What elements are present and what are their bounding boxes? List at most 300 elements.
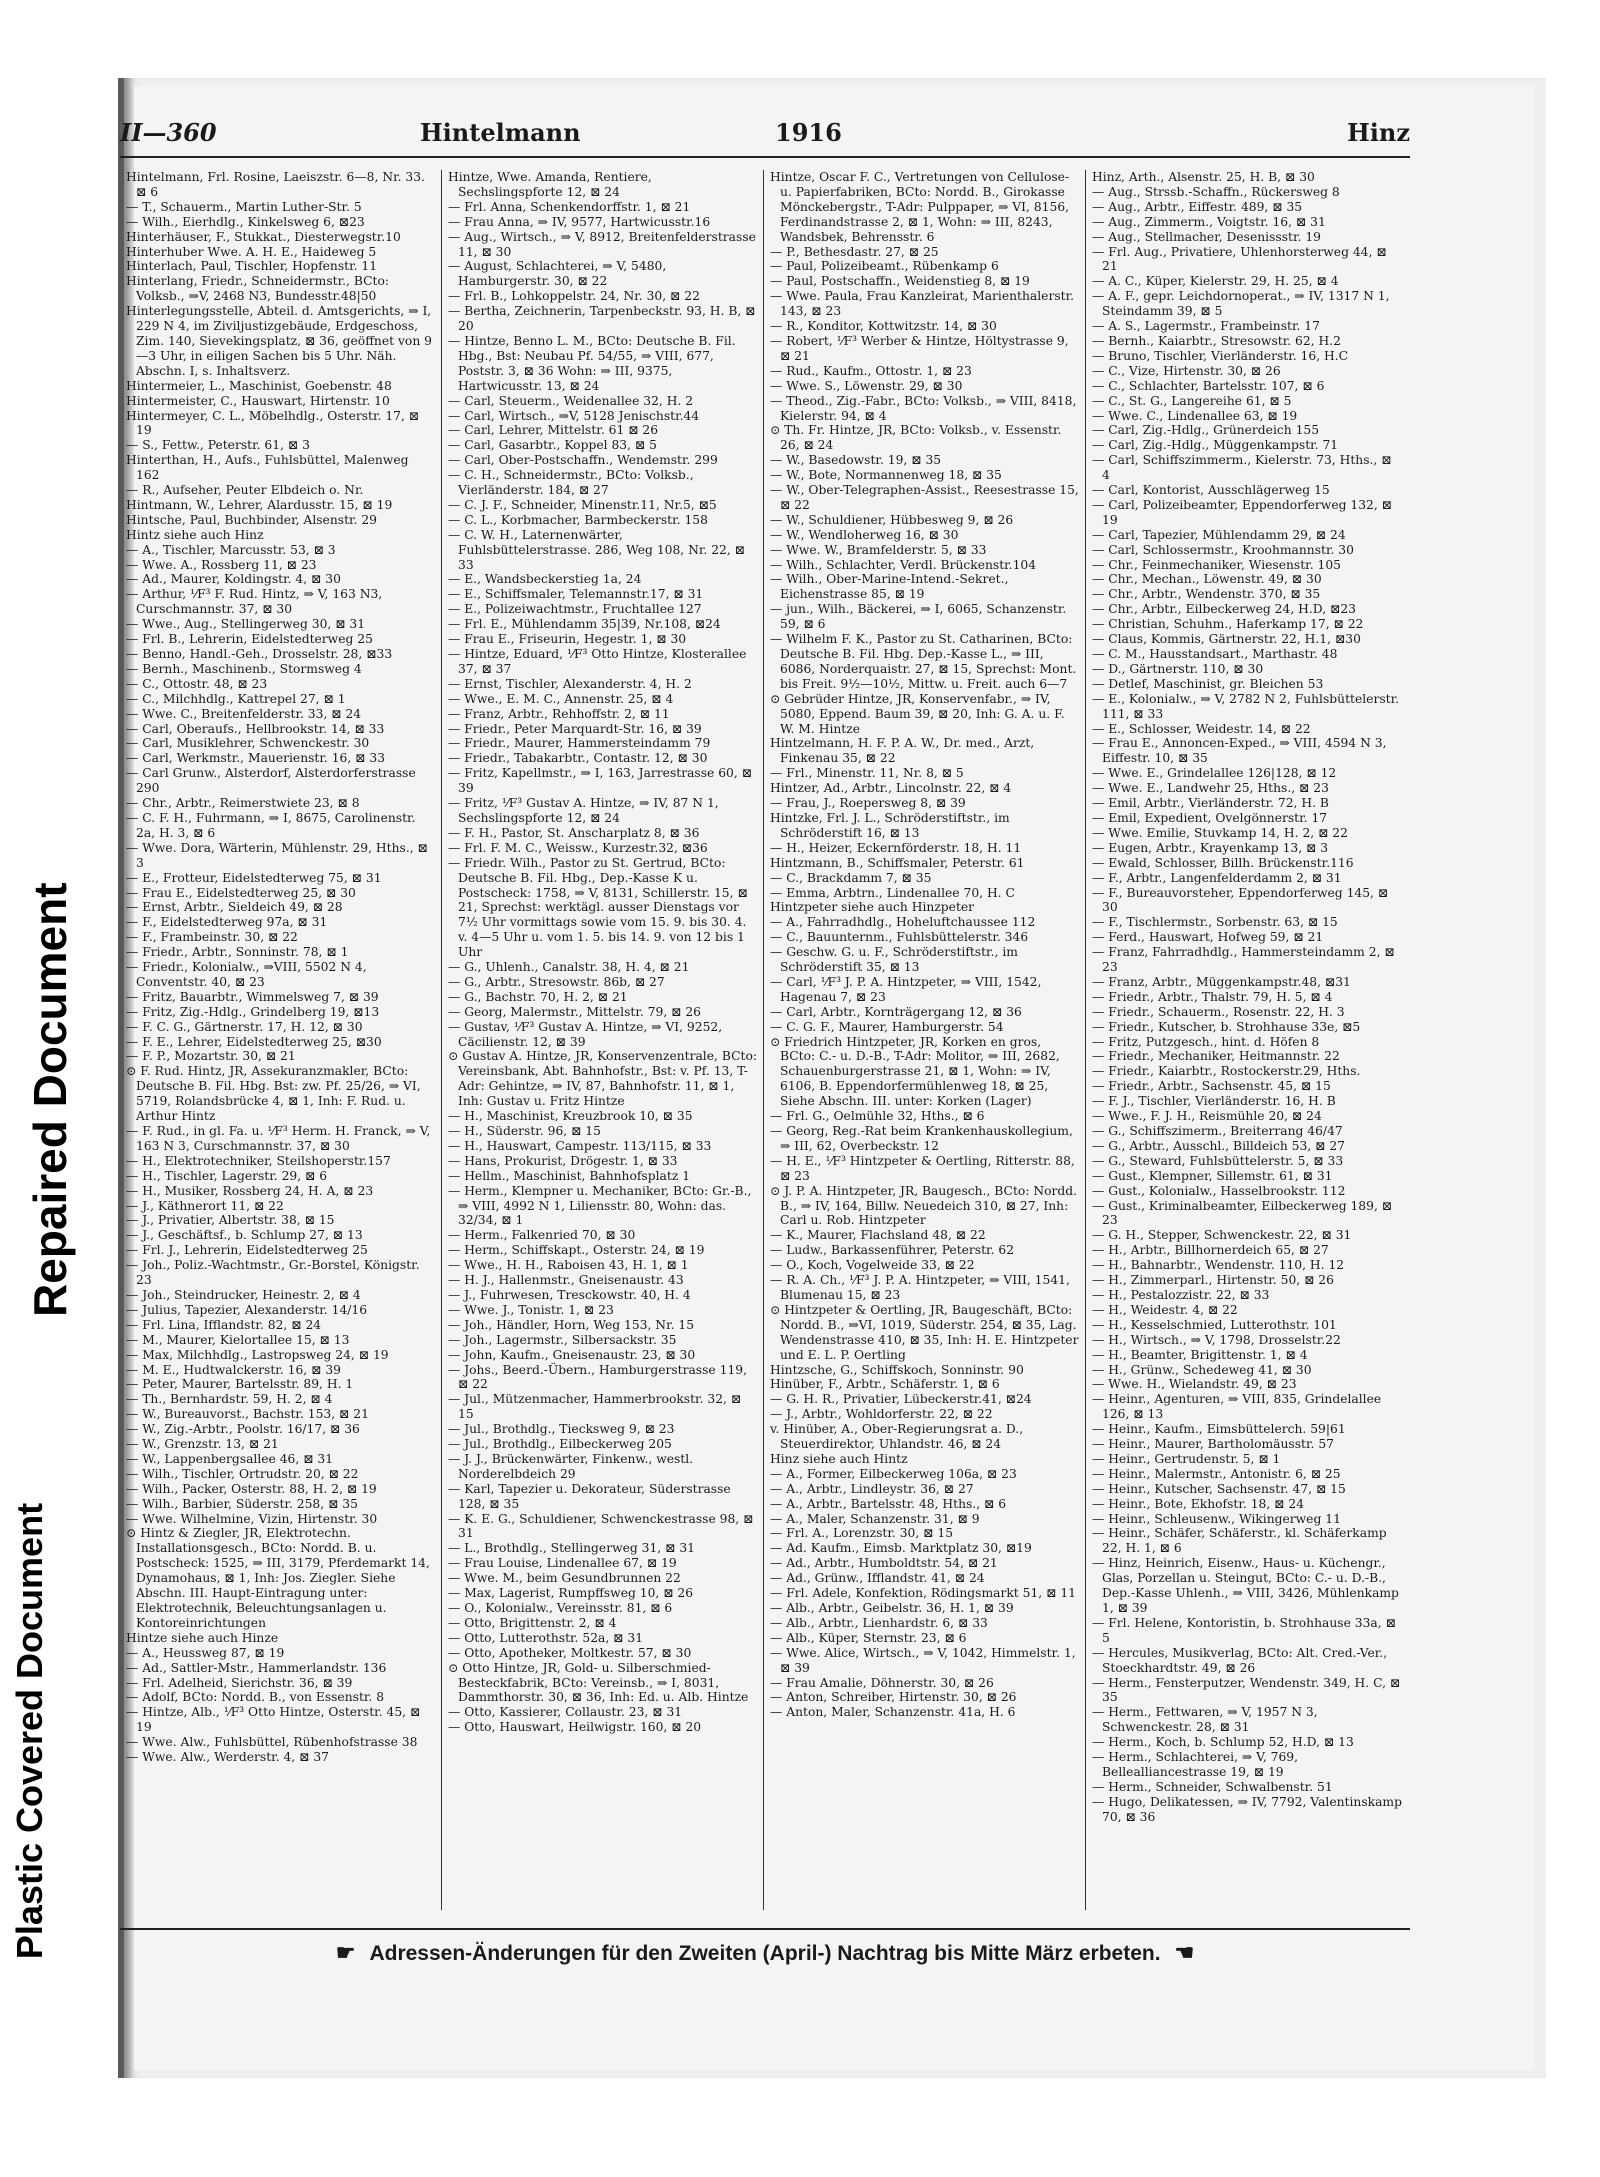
header-rule (120, 156, 1410, 158)
directory-entry: — Jul., Brothdlg., Tiecksweg 9, ⊠ 23 (448, 1422, 675, 1437)
directory-entry: — Theod., Zig.-Fabr., BCto: Volksb., ⇒ VIII, 8418, Kielerstr. 94, ⊠ 4 (770, 393, 1077, 423)
directory-entry: — Frl. Lina, Ifflandstr. 82, ⊠ 24 (126, 1317, 322, 1332)
directory-entry: — Wwe. Alw., Fuhlsbüttel, Rübenhofstrasse 38 (126, 1735, 418, 1750)
directory-entry: — R., Aufseher, Peuter Elbdeich o. Nr. (126, 483, 364, 498)
directory-entry: — Heinr., Schäfer, Schäferstr., kl. Schäferkamp 22, H. 1, ⊠ 6 (1092, 1526, 1387, 1556)
directory-entry: — C. H., Schneidermstr., BCto: Volksb., Vierländerstr. 184, ⊠ 27 (448, 468, 694, 498)
directory-entry: — A., Former, Eilbeckerweg 106a, ⊠ 23 (770, 1466, 1017, 1481)
directory-entry: — A. S., Lagermstr., Frambeinstr. 17 (1092, 319, 1320, 334)
directory-entry: — H., Heizer, Eckernförderstr. 18, H. 11 (770, 840, 1022, 855)
directory-entry: — D., Gärtnerstr. 110, ⊠ 30 (1092, 661, 1264, 676)
directory-entry: — Johs., Beerd.-Übern., Hamburgerstrasse 119, ⊠ 22 (448, 1362, 747, 1392)
directory-entry: — Fritz, Zig.-Hdlg., Grindelberg 19, ⊠13 (126, 1004, 380, 1019)
directory-entry: — Aug., Arbtr., Eiffestr. 489, ⊠ 35 (1092, 199, 1303, 214)
directory-entry: — Friedr., Kolonialw., ⇒VIII, 5502 N 4, Conventstr. 40, ⊠ 23 (126, 960, 367, 989)
directory-entry: — F. Rud., in gl. Fa. u. ⅟F³ Herm. H. Franck, ⇒ V, 163 N 3, Curschmannstr. 37, ⊠ 30 (126, 1124, 431, 1153)
directory-entry: — Frau, J., Roepersweg 8, ⊠ 39 (770, 796, 966, 811)
directory-entry: — Carl, Zig.-Hdlg., Müggenkampstr. 71 (1092, 438, 1339, 453)
directory-entry: — Wwe., Aug., Stellingerweg 30, ⊠ 31 (126, 617, 366, 632)
directory-entry: — Friedr., Peter Marquardt-Str. 16, ⊠ 39 (448, 721, 702, 736)
directory-entry: — H. J., Hallenmstr., Gneisenaustr. 43 (448, 1273, 684, 1288)
directory-entry: — C., Bauunternm., Fuhlsbüttelerstr. 346 (770, 930, 1029, 945)
directory-entry: — Wilh., Eierhdlg., Kinkelsweg 6, ⊠23 (126, 214, 365, 229)
directory-entry: Hintzpeter siehe auch Hinzpeter (770, 900, 975, 915)
directory-entry: — Benno, Handl.-Geh., Drosselstr. 28, ⊠33 (126, 647, 393, 661)
directory-entry: — Arthur, ⅟F³ F. Rud. Hintz, ⇒ V, 163 N3, Curschmannstr. 37, ⊠ 30 (126, 587, 383, 617)
directory-entry: — Detlef, Maschinist, gr. Bleichen 53 (1092, 676, 1324, 691)
directory-entry: — Carl Grunw., Alsterdorf, Alsterdorferstrasse 290 (126, 766, 416, 796)
directory-entry: — Herm., Fensterputzer, Wendenstr. 349, H. C, ⊠ 35 (1092, 1675, 1401, 1705)
directory-entry: — F., Frambeinstr. 30, ⊠ 22 (126, 930, 298, 945)
directory-entry: — Ludw., Barkassenführer, Peterstr. 62 (770, 1243, 1015, 1258)
directory-entry: — H., Bahnarbtr., Wendenstr. 110, H. 12 (1092, 1258, 1345, 1273)
directory-entry: — Wwe. E., Landwehr 25, Hths., ⊠ 23 (1092, 781, 1329, 796)
directory-entry: — Herm., Falkenried 70, ⊠ 30 (448, 1228, 636, 1243)
directory-entry: — Friedr., Mechaniker, Heitmannstr. 22 (1092, 1049, 1340, 1064)
directory-entry: — Wwe. C., Lindenallee 63, ⊠ 19 (1092, 408, 1298, 423)
directory-entry: — Carl, Lehrer, Mittelstr. 61 ⊠ 26 (448, 423, 659, 438)
directory-entry: — Carl, Steuerm., Weidenallee 32, H. 2 (448, 393, 694, 408)
directory-entry: — Friedr., Kaiarbtr., Rostockerstr.29, Hths. (1092, 1064, 1361, 1079)
directory-entry: Hinterhuber Wwe. A. H. E., Haideweg 5 (126, 244, 377, 259)
directory-entry: — Th., Bernhardstr. 59, H. 2, ⊠ 4 (126, 1392, 333, 1407)
column-2 (442, 170, 764, 1910)
plastic-covered-document-label: Plastic Covered Document (9, 1502, 50, 1960)
directory-entry: — Friedr., Tabakarbtr., Contastr. 12, ⊠ 30 (448, 751, 708, 766)
running-head (120, 118, 1410, 158)
directory-entry: — Geschw. G. u. F., Schröderstiftstr., im Schröderstift 35, ⊠ 13 (770, 945, 1018, 975)
directory-entry: — W., Grenzstr. 13, ⊠ 21 (126, 1437, 279, 1452)
directory-entry: — Christian, Schuhm., Haferkamp 17, ⊠ 22 (1092, 617, 1364, 632)
directory-entry: — Heinr., Malermstr., Antonistr. 6, ⊠ 25 (1092, 1466, 1341, 1481)
directory-entry: ⊙ Otto Hintze, JR, Gold- u. Silberschmied-Besteckfabrik, BCto: Vereinsb., ⇒ I, 8031, Dammthorstr. 30, ⊠ 36, Inh: Ed. u. Alb. Hintze (448, 1660, 749, 1705)
directory-entry: — Ad. Kaufm., Eimsb. Marktplatz 30, ⊠19 (770, 1541, 1032, 1556)
directory-entry: — Peter, Maurer, Bartelsstr. 89, H. 1 (126, 1377, 354, 1392)
year: 1916 (775, 118, 842, 147)
directory-entry: — Joh., Poliz.-Wachtmstr., Gr.-Borstel, Königstr. 23 (126, 1258, 420, 1288)
directory-entry: — Hintze, Eduard, ⅟F³ Otto Hintze, Klosterallee 37, ⊠ 37 (448, 647, 747, 676)
directory-entry: — Carl, Polizeibeamter, Eppendorferweg 132, ⊠ 19 (1092, 497, 1392, 527)
directory-entry: — Chr., Feinmechaniker, Wiesenstr. 105 (1092, 557, 1341, 572)
directory-entry: — Wwe. Emilie, Stuvkamp 14, H. 2, ⊠ 22 (1092, 825, 1348, 840)
directory-entry: — W., Zig.-Arbtr., Poolstr. 16/17, ⊠ 36 (126, 1422, 360, 1437)
directory-entry: — C., Brackdamm 7, ⊠ 35 (770, 870, 932, 885)
directory-entry: — F. H., Pastor, St. Anscharplatz 8, ⊠ 36 (448, 825, 700, 840)
directory-entry: — Wwe. S., Löwenstr. 29, ⊠ 30 (770, 378, 963, 393)
directory-entry: — J. J., Brückenwärter, Finkenw., westl. Norderelbdeich 29 (448, 1451, 694, 1481)
directory-entry: — Herm., Fettwaren, ⇒ V, 1957 N 3, Schwenckestr. 28, ⊠ 31 (1092, 1705, 1318, 1735)
directory-entry: — E., Kolonialw., ⇒ V, 2782 N 2, Fuhlsbüttelerstr. 111, ⊠ 33 (1092, 691, 1400, 721)
directory-entry: — Fritz, Putzgesch., hint. d. Höfen 8 (1092, 1034, 1320, 1049)
directory-entry: — Ernst, Tischler, Alexanderstr. 4, H. 2 (448, 676, 692, 691)
directory-entry: — C. G. F., Maurer, Hamburgerstr. 54 (770, 1019, 1004, 1034)
directory-entry: Hinz, Arth., Alsenstr. 25, H. B, ⊠ 30 (1092, 170, 1315, 184)
column-4 (1086, 170, 1408, 1910)
directory-entry: — Frl. E., Mühlendamm 35|39, Nr.108, ⊠24 (448, 617, 721, 632)
side-labels (0, 0, 110, 2177)
directory-entry: — Wwe. A., Rossberg 11, ⊠ 23 (126, 557, 317, 572)
directory-entry: — Georg, Reg.-Rat beim Krankenhauskollegium, ⇒ III, 62, Overbeckstr. 12 (770, 1124, 1073, 1153)
directory-entry: — H., Arbtr., Billhornerdeich 65, ⊠ 27 (1092, 1243, 1329, 1258)
directory-entry: — Wwe. E., Grindelallee 126|128, ⊠ 12 (1092, 766, 1337, 781)
directory-entry: — G., Bachstr. 70, H. 2, ⊠ 21 (448, 989, 628, 1004)
directory-entry: ⊙ F. Rud. Hintz, JR, Assekuranzmakler, BCto: Deutsche B. Fil. Hbg. Bst: zw. Pf. 25/26, ⇒ VI, 5719, Rolandsbrücke 4, ⊠ 1, Inh: F. Rud. u. Arthur Hintz (126, 1064, 421, 1124)
directory-entry: — Friedr., Maurer, Hammersteindamm 79 (448, 736, 711, 751)
directory-entry: — August, Schlachterei, ⇒ V, 5480, Hamburgerstr. 30, ⊠ 22 (448, 259, 667, 289)
directory-entry: — Friedr., Arbtr., Sachsenstr. 45, ⊠ 15 (1092, 1079, 1331, 1094)
directory-entry: — Franz, Arbtr., Müggenkampstr.48, ⊠31 (1092, 974, 1351, 989)
directory-entry: Hintze, Wwe. Amanda, Rentiere, Sechslingspforte 12, ⊠ 24 (448, 170, 652, 199)
directory-entry: — Frl. G., Oelmühle 32, Hths., ⊠ 6 (770, 1109, 985, 1124)
directory-entry: — Joh., Steindrucker, Heinestr. 2, ⊠ 4 (126, 1287, 361, 1302)
directory-entry: — Carl, Schiffszimmerm., Kielerstr. 73, Hths., ⊠ 4 (1092, 453, 1392, 483)
directory-entry: — H., Maschinist, Kreuzbrook 10, ⊠ 35 (448, 1109, 693, 1124)
directory-entry: Hinterlang, Friedr., Schneidermstr., BCto: Volksb., ⇒V, 2468 N3, Bundesstr.48|50 (126, 274, 390, 304)
directory-entry: Hintelmann, Frl. Rosine, Laeiszstr. 6—8, Nr. 33. ⊠ 6 (126, 170, 425, 199)
footer-rule (120, 1928, 1410, 1930)
directory-entry: — Herm., Schiffskapt., Osterstr. 24, ⊠ 19 (448, 1243, 705, 1258)
directory-entry: — Adolf, BCto: Nordd. B., von Essenstr. 8 (126, 1690, 385, 1705)
directory-entry: — Chr., Arbtr., Wendenstr. 370, ⊠ 35 (1092, 587, 1321, 602)
directory-entry: — Frau Amalie, Döhnerstr. 30, ⊠ 26 (770, 1675, 994, 1690)
directory-entry: — Friedr., Schauerm., Rosenstr. 22, H. 3 (1092, 1004, 1345, 1019)
last-entry-heading: Hinz (1347, 118, 1410, 147)
directory-entry: — Julius, Tapezier, Alexanderstr. 14/16 (126, 1302, 368, 1317)
directory-entry: — A., Tischler, Marcusstr. 53, ⊠ 3 (126, 542, 336, 557)
directory-entry: — Chr., Mechan., Löwenstr. 49, ⊠ 30 (1092, 572, 1322, 587)
directory-entry: — H., Pestalozzistr. 22, ⊠ 33 (1092, 1287, 1270, 1302)
directory-entry: — Herm., Koch, b. Schlump 52, H.D, ⊠ 13 (1092, 1735, 1354, 1750)
directory-entry: — Frau Louise, Lindenallee 67, ⊠ 19 (448, 1556, 677, 1571)
directory-entry: Hintermeister, C., Hauswart, Hirtenstr. 10 (126, 393, 390, 408)
directory-entry: — G. H. R., Privatier, Lübeckerstr.41, ⊠24 (770, 1392, 1032, 1407)
directory-entry: v. Hinüber, A., Ober-Regierungsrat a. D., Steuerdirektor, Uhlandstr. 46, ⊠ 24 (770, 1422, 1024, 1452)
directory-entry: — H., Kesselschmied, Lutterothstr. 101 (1092, 1317, 1337, 1332)
directory-entry: ⊙ Friedrich Hintzpeter, JR, Korken en gros, BCto: C.- u. D.-B., T-Adr: Molitor, ⇒ III, 2682, Schauenburgerstrasse 21, ⊠ 1, Wohn: ⇒ IV, 6106, B. Eppendorfermühlenweg 18, ⊠ 25, Siehe Abschn. III. unter: Korken (Lager) (770, 1034, 1060, 1109)
directory-entry: — H., Beamter, Brigittenstr. 1, ⊠ 4 (1092, 1347, 1308, 1362)
directory-entry: — A. C., Küper, Kielerstr. 29, H. 25, ⊠ 4 (1092, 274, 1339, 289)
directory-entry: — Gust., Kolonialw., Hasselbrookstr. 112 (1092, 1183, 1346, 1198)
column-1 (120, 170, 442, 1910)
directory-entry: — Robert, ⅟F³ Werber & Hintze, Höltystrasse 9, ⊠ 21 (770, 333, 1069, 363)
directory-entry: — Bertha, Zeichnerin, Tarpenbeckstr. 93, H. B, ⊠ 20 (448, 304, 756, 334)
directory-entry: — P., Bethesdastr. 27, ⊠ 25 (770, 244, 939, 259)
directory-entry: — Wilhelm F. K., Pastor zu St. Catharinen, BCto: Deutsche B. Fil. Hbg. Dep.-Kasse L., ⇒ III, 6086, Norderquaistr. 27, ⊠ 15, Sprechst: Mont. bis Freit. 9½—10½, Mittw. u. Freit. auch 6—7 (770, 632, 1077, 691)
directory-entry: — E., Schlosser, Weidestr. 14, ⊠ 22 (1092, 721, 1311, 736)
directory-entry: — Heinr., Kaufm., Eimsbüttelerch. 59|61 (1092, 1422, 1346, 1437)
directory-entry: — Bruno, Tischler, Vierländerstr. 16, H.C (1092, 348, 1349, 363)
directory-entry: — C., Schlachter, Bartelsstr. 107, ⊠ 6 (1092, 378, 1325, 393)
directory-entry: — A. F., gepr. Leichdornoperat., ⇒ IV, 1317 N 1, Steindamm 39, ⊠ 5 (1092, 289, 1390, 319)
directory-entry: — Frau Anna, ⇒ IV, 9577, Hartwicusstr.16 (448, 214, 711, 229)
directory-entry: — Aug., Strssb.-Schaffn., Rückersweg 8 (1092, 184, 1340, 199)
directory-entry: Hintzke, Frl. J. L., Schröderstiftstr., im Schröderstift 16, ⊠ 13 (770, 810, 1010, 840)
directory-entry: — Ferd., Hauswart, Hofweg 59, ⊠ 21 (1092, 930, 1324, 945)
directory-entry: — Frl., Minenstr. 11, Nr. 8, ⊠ 5 (770, 766, 964, 781)
directory-entry: — E., Polizeiwachtmstr., Fruchtallee 127 (448, 602, 702, 617)
directory-entry: — Wwe., H. H., Raboisen 43, H. 1, ⊠ 1 (448, 1258, 689, 1273)
directory-entry: — H., Elektrotechniker, Steilshoperstr.157 (126, 1153, 391, 1168)
directory-entry: — Frl. Adelheid, Sierichstr. 36, ⊠ 39 (126, 1675, 353, 1690)
directory-entry: ⊙ Gebrüder Hintze, JR, Konservenfabr., ⇒ IV, 5080, Eppend. Baum 39, ⊠ 20, Inh: G. A. u. F. W. M. Hintze (770, 691, 1065, 736)
directory-entry: — Friedr., Kutscher, b. Strohhause 33e, ⊠5 (1092, 1019, 1361, 1034)
directory-entry: — G., Arbtr., Ausschl., Billdeich 53, ⊠ 27 (1092, 1138, 1345, 1153)
directory-entry: — Emil, Expedient, Ovelgönnerstr. 17 (1092, 810, 1328, 825)
page-number: II—360 (120, 118, 217, 147)
directory-entry: — Wwe. Dora, Wärterin, Mühlenstr. 29, Hths., ⊠ 3 (126, 840, 428, 870)
directory-entry: — Frl. Adele, Konfektion, Rödingsmarkt 51, ⊠ 11 (770, 1586, 1076, 1601)
directory-entry: — Carl, Arbtr., Kornträgergang 12, ⊠ 36 (770, 1004, 1022, 1019)
directory-entry: Hintz siehe auch Hinz (126, 527, 264, 542)
directory-entry: — Franz, Fahrradhdlg., Hammersteindamm 2, ⊠ 23 (1092, 945, 1395, 975)
directory-entry: — Wwe. J., Tonistr. 1, ⊠ 23 (448, 1302, 614, 1317)
directory-entry: — Jul., Brothdlg., Eilbeckerweg 205 (448, 1437, 672, 1452)
directory-entry: — Wwe., F. J. H., Reismühle 20, ⊠ 24 (1092, 1109, 1322, 1124)
footer-notice (120, 1940, 1410, 1966)
directory-entry: — J., Arbtr., Wohldorferstr. 22, ⊠ 22 (770, 1407, 993, 1422)
directory-entry: — H., Musiker, Rossberg 24, H. A, ⊠ 23 (126, 1183, 374, 1198)
directory-entry: — W., Lappenbergsallee 46, ⊠ 31 (126, 1451, 334, 1466)
directory-entry: — Herm., Klempner u. Mechaniker, BCto: Gr.-B., ⇒ VIII, 4992 N 1, Liliensstr. 80, Wohn: das. 32/34, ⊠ 1 (448, 1183, 752, 1228)
directory-entry: ⊙ Hintzpeter & Oertling, JR, Baugeschäft, BCto: Nordd. B., ⇒VI, 1019, Süderstr. 254, ⊠ 35, Lag. Wendenstrasse 410, ⊠ 35, Inh: H. E. Hintzpeter und E. L. P. Oertling (770, 1302, 1079, 1362)
directory-entry: — Carl, Tapezier, Mühlendamm 29, ⊠ 24 (1092, 527, 1346, 542)
directory-entry: — Heinr., Kutscher, Sachsenstr. 47, ⊠ 15 (1092, 1481, 1346, 1496)
directory-entry: — Chr., Arbtr., Reimerstwiete 23, ⊠ 8 (126, 796, 360, 811)
repaired-document-label: Repaired Document (24, 882, 76, 1317)
directory-entry: — Heinr., Gertrudenstr. 5, ⊠ 1 (1092, 1451, 1281, 1466)
directory-entry: — Wwe. Alw., Werderstr. 4, ⊠ 37 (126, 1750, 329, 1765)
directory-entry: — W., Ober-Telegraphen-Assist., Reesestrasse 15, ⊠ 22 (770, 483, 1079, 512)
directory-entry: — Carl, Ober-Postschaffn., Wendemstr. 299 (448, 453, 718, 468)
pointing-hand-left-icon: ☚ (1174, 1940, 1195, 1965)
directory-entry: ⊙ Gustav A. Hintze, JR, Konservenzentrale, BCto: Vereinsbank, Abt. Bahnhofstr., Bst: v. Pf. 13, T-Adr: Gehintze, ⇒ IV, 87, Bahnhofstr. 11, ⊠ 1, Inh: Gustav u. Fritz Hintze (448, 1049, 757, 1109)
directory-entry: — Friedr. Wilh., Pastor zu St. Gertrud, BCto: Deutsche B. Fil. Hbg., Dep.-Kasse K u. Postscheck: 1758, ⇒ V, 8131, Schillerstr. 15, ⊠ 21, Sprechst: werktägl. ausser Dienstags vor 7½ Uhr vormittags sowie vom 15. 9. bis 30. 4. v. 4—5 Uhr u. vom 1. 5. bis 14. 9. von 12 bis 1 Uhr (448, 855, 748, 960)
directory-entry: — Frl. A., Lorenzstr. 30, ⊠ 15 (770, 1526, 954, 1541)
directory-entry: — Max, Lagerist, Rumpffsweg 10, ⊠ 26 (448, 1586, 694, 1601)
directory-entry: — Otto, Lutterothstr. 52a, ⊠ 31 (448, 1630, 644, 1645)
directory-entry: — C., Milchhdlg., Kattrepel 27, ⊠ 1 (126, 691, 346, 706)
directory-entry: — Frau E., Friseurin, Hegestr. 1, ⊠ 30 (448, 632, 687, 647)
directory-entry: — L., Brothdlg., Stellingerweg 31, ⊠ 31 (448, 1541, 695, 1556)
directory-entry: Hintzsche, G., Schiffskoch, Sonninstr. 90 (770, 1362, 1024, 1377)
directory-entry: — W., Schuldiener, Hübbesweg 9, ⊠ 26 (770, 512, 1014, 527)
directory-entry: — Otto, Apotheker, Moltkestr. 57, ⊠ 30 (448, 1645, 692, 1660)
directory-entry: — Jul., Mützenmacher, Hammerbrookstr. 32, ⊠ 15 (448, 1392, 742, 1422)
directory-entry: — Carl, Werkmstr., Mauerienstr. 16, ⊠ 33 (126, 751, 386, 766)
column-3 (764, 170, 1086, 1910)
directory-entry: — G., Uhlenh., Canalstr. 38, H. 4, ⊠ 21 (448, 960, 690, 975)
directory-entry: — A., Heussweg 87, ⊠ 19 (126, 1645, 285, 1660)
directory-page (120, 60, 1410, 1965)
directory-entry: — C. L., Korbmacher, Barmbeckerstr. 158 (448, 512, 708, 527)
directory-entry: — G. H., Stepper, Schwenckestr. 22, ⊠ 31 (1092, 1228, 1352, 1243)
directory-entry: — J., Käthnerort 11, ⊠ 22 (126, 1198, 284, 1213)
directory-entry: — H., Weidestr. 4, ⊠ 22 (1092, 1302, 1238, 1317)
directory-entry: — Ad., Sattler-Mstr., Hammerlandstr. 136 (126, 1660, 387, 1675)
directory-entry: Hintzmann, B., Schiffsmaler, Peterstr. 61 (770, 855, 1025, 870)
directory-entry: — Alb., Arbtr., Geibelstr. 36, H. 1, ⊠ 39 (770, 1601, 1014, 1615)
directory-entry: — Paul, Polizeibeamt., Rübenkamp 6 (770, 259, 999, 274)
directory-entry: Hinterlegungsstelle, Abteil. d. Amtsgerichts, ⇒ I, 229 N 4, im Ziviljustizgebäude, Erdgeschoss, Zim. 140, Sievekingsplatz, ⊠ 36, geöffnet von 9—3 Uhr, in eiligen Sachen bis 5 Uhr. Näh. Abschn. I, s. Inhaltsverz. (126, 304, 432, 378)
directory-entry: — A., Fahrradhdlg., Hoheluftchaussee 112 (770, 915, 1036, 930)
directory-entry: — Georg, Malermstr., Mittelstr. 79, ⊠ 26 (448, 1004, 701, 1019)
directory-entry: — C., Vize, Hirtenstr. 30, ⊠ 26 (1092, 363, 1281, 378)
directory-entry: — Alb., Arbtr., Lienhardstr. 6, ⊠ 33 (770, 1615, 988, 1630)
directory-entry: — Heinr., Bote, Ekhofstr. 18, ⊠ 24 (1092, 1496, 1305, 1511)
directory-entry: ⊙ J. P. A. Hintzpeter, JR, Baugesch., BCto: Nordd. B., ⇒ IV, 164, Billw. Neuedeich 310, ⊠ 27, Inh: Carl u. Rob. Hintzpeter (770, 1183, 1078, 1228)
directory-entry: Hinz siehe auch Hintz (770, 1451, 908, 1466)
directory-entry: — K. E. G., Schuldiener, Schwenckestrasse 98, ⊠ 31 (448, 1511, 754, 1541)
directory-entry: — Max, Milchhdlg., Lastropsweg 24, ⊠ 19 (126, 1347, 389, 1362)
directory-entry: — Frl. B., Lohkoppelstr. 24, Nr. 30, ⊠ 22 (448, 289, 700, 304)
directory-entry: — F. E., Lehrer, Eidelstedterweg 25, ⊠30 (126, 1034, 382, 1049)
directory-entry: — E., Frotteur, Eidelstedterweg 75, ⊠ 31 (126, 870, 382, 885)
directory-entry: — Bernh., Kaiarbtr., Stresowstr. 62, H.2 (1092, 333, 1341, 348)
directory-entry: — Heinr., Maurer, Bartholomäusstr. 57 (1092, 1437, 1334, 1452)
directory-entry: — Gust., Klempner, Sillemstr. 61, ⊠ 31 (1092, 1168, 1333, 1183)
directory-entry: Hintze siehe auch Hinze (126, 1630, 279, 1645)
directory-entry: — H., Grünw., Schedeweg 41, ⊠ 30 (1092, 1362, 1312, 1377)
directory-entry: — E., Wandsbeckerstieg 1a, 24 (448, 572, 642, 587)
directory-entry: — Rud., Kaufm., Ottostr. 1, ⊠ 23 (770, 363, 972, 378)
directory-entry: Hinterlach, Paul, Tischler, Hopfenstr. 11 (126, 259, 378, 274)
directory-entry: — Claus, Kommis, Gärtnerstr. 22, H.1, ⊠30 (1092, 632, 1361, 647)
directory-entry: — Joh., Händler, Horn, Weg 153, Nr. 15 (448, 1317, 695, 1332)
directory-entry: — Fritz, ⅟F³ Gustav A. Hintze, ⇒ IV, 87 N 1, Sechslingspforte 12, ⊠ 24 (448, 796, 719, 825)
directory-entry: — M., Maurer, Kielortallee 15, ⊠ 13 (126, 1332, 350, 1347)
directory-entry: — Emil, Arbtr., Vierländerstr. 72, H. B (1092, 796, 1329, 811)
directory-entry: — Otto, Hauswart, Heilwigstr. 160, ⊠ 20 (448, 1720, 702, 1735)
directory-entry: — Carl, Kontorist, Ausschlägerweg 15 (1092, 483, 1330, 498)
directory-entry: — Aug., Wirtsch., ⇒ V, 8912, Breitenfelderstrasse 11, ⊠ 30 (448, 229, 756, 259)
directory-entry: Hintermeyer, C. L., Möbelhdlg., Osterstr. 17, ⊠ 19 (126, 408, 420, 438)
directory-entry: — A., Arbtr., Lindleystr. 36, ⊠ 27 (770, 1481, 974, 1496)
directory-entry: — W., Wendloherweg 16, ⊠ 30 (770, 527, 959, 542)
directory-entry: ⊙ Th. Fr. Hintze, JR, BCto: Volksb., v. Essenstr. 26, ⊠ 24 (770, 423, 1062, 453)
directory-entry: — Friedr., Arbtr., Thalstr. 79, H. 5, ⊠ 4 (1092, 989, 1333, 1004)
directory-entry: — O., Koch, Vogelweide 33, ⊠ 22 (770, 1258, 975, 1273)
directory-entry: — Anton, Schreiber, Hirtenstr. 30, ⊠ 26 (770, 1690, 1017, 1705)
directory-entry: — Wwe. C., Breitenfelderstr. 33, ⊠ 24 (126, 706, 362, 721)
directory-entry: — Heinr., Schleusenw., Wikingerweg 11 (1092, 1511, 1341, 1526)
directory-entry: — Bernh., Maschinenb., Stormsweg 4 (126, 661, 362, 676)
directory-entry: Hintmann, W., Lehrer, Alardusstr. 15, ⊠ 19 (126, 497, 393, 512)
directory-entry: — Wilh., Packer, Osterstr. 88, H. 2, ⊠ 19 (126, 1481, 377, 1496)
directory-entry: — E., Schiffsmaler, Telemannstr.17, ⊠ 31 (448, 587, 704, 602)
directory-entry: — W., Basedowstr. 19, ⊠ 35 (770, 453, 942, 468)
directory-entry: — F. C. G., Gärtnerstr. 17, H. 12, ⊠ 30 (126, 1019, 363, 1034)
directory-entry: — C., Ottostr. 48, ⊠ 23 (126, 676, 268, 691)
directory-entry: — Carl, Gasarbtr., Koppel 83, ⊠ 5 (448, 438, 657, 453)
directory-entry: — J., Fuhrwesen, Tresckowstr. 40, H. 4 (448, 1287, 691, 1302)
directory-entry: — Wwe. Paula, Frau Kanzleirat, Marienthalerstr. 143, ⊠ 23 (770, 289, 1075, 319)
directory-entry: — Karl, Tapezier u. Dekorateur, Süderstrasse 128, ⊠ 35 (448, 1481, 731, 1511)
directory-entry: — T., Schauerm., Martin Luther-Str. 5 (126, 199, 362, 214)
directory-entry: Hintze, Oscar F. C., Vertretungen von Cellulose- u. Papierfabriken, BCto: Nordd. B., Girokasse Mönckebergstr., T-Adr: Pulppaper, ⇒ VI, 8156, Ferdinandstrasse 2, ⊠ 1, Wohn: ⇒ III, 8243, Wandsbek, Behrensstr. 6 (770, 170, 1070, 244)
directory-entry: — Ad., Grünw., Ifflandstr. 41, ⊠ 24 (770, 1571, 985, 1586)
directory-entry: — Ewald, Schlosser, Billh. Brückenstr.116 (1092, 855, 1354, 870)
directory-entry: — J., Geschäftsf., b. Schlump 27, ⊠ 13 (126, 1228, 363, 1243)
directory-entry: — Herm., Schneider, Schwalbenstr. 51 (1092, 1779, 1333, 1794)
directory-entry: — Wilh., Schlachter, Verdl. Brückenstr.104 (770, 557, 1037, 572)
directory-entry: — Carl, Oberaufs., Hellbrookstr. 14, ⊠ 33 (126, 721, 385, 736)
directory-entry: — W., Bureauvorst., Bachstr. 153, ⊠ 21 (126, 1407, 369, 1422)
directory-entry: Hintzer, Ad., Arbtr., Lincolnstr. 22, ⊠ 4 (770, 781, 1012, 796)
directory-entry: — Anton, Maler, Schanzenstr. 41a, H. 6 (770, 1705, 1016, 1720)
directory-entry: — Wilh., Tischler, Ortrudstr. 20, ⊠ 22 (126, 1466, 359, 1481)
directory-entry: — Hinz, Heinrich, Eisenw., Haus- u. Küchengr., Glas, Porzellan u. Steingut, BCto: C.- u. D.-B., Dep.-Kasse Uhlenh., ⇒ VIII, 3426, Mühlenkamp 1, ⊠ 39 (1092, 1556, 1399, 1615)
directory-entry: — Chr., Arbtr., Eilbeckerweg 24, H.D, ⊠23 (1092, 602, 1356, 617)
directory-entry: ⊙ Hintz & Ziegler, JR, Elektrotechn. Installationsgesch., BCto: Nordd. B. u. Postscheck: 1525, ⇒ III, 3179, Pferdemarkt 14, Dynamohaus, ⊠ 1, Inh: Jos. Ziegler. Siehe Abschn. III. Haupt-Eintragung unter: Elektrotechnik, Beleuchtungsanlagen u. Kontoreinrichtungen (126, 1526, 430, 1630)
directory-entry: — Carl, Wirtsch., ⇒V, 5128 Jenischstr.44 (448, 408, 700, 423)
directory-entry: — Wwe., E. M. C., Annenstr. 25, ⊠ 4 (448, 691, 674, 706)
directory-entry: — G., Steward, Fuhlsbüttelerstr. 5, ⊠ 33 (1092, 1153, 1344, 1168)
directory-entry: — Paul, Postschaffn., Weidenstieg 8, ⊠ 19 (770, 274, 1030, 289)
directory-entry: — R. A. Ch., ⅟F³ J. P. A. Hintzpeter, ⇒ VIII, 1541, Blumenau 15, ⊠ 23 (770, 1273, 1070, 1302)
directory-entry: Hintermeier, L., Maschinist, Goebenstr. 48 (126, 378, 392, 393)
directory-entry: — Wwe. H., Wielandstr. 49, ⊠ 23 (1092, 1377, 1297, 1392)
directory-entry: — Fritz, Bauarbtr., Wimmelsweg 7, ⊠ 39 (126, 989, 379, 1004)
directory-entry: — J., Privatier, Albertstr. 38, ⊠ 15 (126, 1213, 335, 1228)
directory-entry: — G., Arbtr., Stresowstr. 86b, ⊠ 27 (448, 974, 665, 989)
directory-entry: — Frl. Helene, Kontoristin, b. Strohhause 33a, ⊠ 5 (1092, 1615, 1396, 1645)
directory-entry: — H. E., ⅟F³ Hintzpeter & Oertling, Ritterstr. 88, ⊠ 23 (770, 1153, 1075, 1183)
directory-entry: — Wilh., Ober-Marine-Intend.-Sekret., Eichenstrasse 85, ⊠ 19 (770, 572, 1009, 602)
directory-entry: — Wwe. Wilhelmine, Vizin, Hirtenstr. 30 (126, 1511, 378, 1526)
directory-entry: Hinterhäuser, F., Stukkat., Diesterwegstr.10 (126, 229, 401, 244)
directory-entry: — F. P., Mozartstr. 30, ⊠ 21 (126, 1049, 296, 1064)
directory-entry: — M. E., Hudtwalckerstr. 16, ⊠ 39 (126, 1362, 341, 1377)
directory-entry: — W., Bote, Normannenweg 18, ⊠ 35 (770, 468, 1002, 483)
directory-entry: — Hans, Prokurist, Drögestr. 1, ⊠ 33 (448, 1153, 678, 1168)
directory-entry: — H., Tischler, Lagerstr. 29, ⊠ 6 (126, 1168, 328, 1183)
directory-entry: Hinterthan, H., Aufs., Fuhlsbüttel, Malenweg 162 (126, 453, 409, 483)
directory-entry: — Hellm., Maschinist, Bahnhofsplatz 1 (448, 1168, 691, 1183)
directory-entry: — Franz, Arbtr., Rehhoffstr. 2, ⊠ 11 (448, 706, 670, 721)
directory-entry: — F., Bureauvorsteher, Eppendorferweg 145, ⊠ 30 (1092, 885, 1389, 915)
directory-entry: — Hintze, Alb., ⅟F³ Otto Hintze, Osterstr. 45, ⊠ 19 (126, 1705, 421, 1735)
directory-entry: — F. J., Tischler, Vierländerstr. 16, H. B (1092, 1094, 1336, 1109)
directory-entry: — Friedr., Arbtr., Sonninstr. 78, ⊠ 1 (126, 945, 349, 960)
directory-entry: — Wwe. W., Bramfelderstr. 5, ⊠ 33 (770, 542, 987, 557)
directory-entry: — Fritz, Kapellmstr., ⇒ I, 163, Jarrestrasse 60, ⊠ 39 (448, 766, 752, 796)
directory-entry: — Carl, Zig.-Hdlg., Grünerdeich 155 (1092, 423, 1320, 438)
directory-entry: — Joh., Lagermstr., Silbersackstr. 35 (448, 1332, 677, 1347)
directory-entry: — Frl. B., Lehrerin, Eidelstedterweg 25 (126, 632, 373, 647)
directory-entry: — Frau E., Eidelstedterweg 25, ⊠ 30 (126, 885, 356, 900)
directory-entry: — H., Wirtsch., ⇒ V, 1798, Drosselstr.22 (1092, 1332, 1341, 1347)
directory-entry: — jun., Wilh., Bäckerei, ⇒ I, 6065, Schanzenstr. 59, ⊠ 6 (770, 602, 1067, 632)
directory-entry: Hintsche, Paul, Buchbinder, Alsenstr. 29 (126, 512, 377, 527)
directory-entry: — Aug., Zimmerm., Voigtstr. 16, ⊠ 31 (1092, 214, 1326, 229)
directory-entry: — G., Schiffszimerm., Breiterrang 46/47 (1092, 1124, 1343, 1138)
directory-entry: — Carl, ⅟F³ J. P. A. Hintzpeter, ⇒ VIII, 1542, Hagenau 7, ⊠ 23 (770, 974, 1042, 1004)
directory-entry: — H., Zimmerparl., Hirtenstr. 50, ⊠ 26 (1092, 1273, 1334, 1288)
directory-entry: — Emma, Arbtrn., Lindenallee 70, H. C (770, 885, 1015, 900)
directory-entry: — Frl. F. M. C., Weissw., Kurzestr.32, ⊠36 (448, 840, 708, 855)
directory-entry: — C. M., Hausstandsart., Marthastr. 48 (1092, 647, 1338, 661)
directory-entry: — H., Süderstr. 96, ⊠ 15 (448, 1124, 601, 1138)
directory-entry: — Otto, Kassierer, Collaustr. 23, ⊠ 31 (448, 1705, 683, 1720)
directory-entry: — H., Hauswart, Campestr. 113/115, ⊠ 33 (448, 1138, 712, 1153)
directory-entry: — Wilh., Barbier, Süderstr. 258, ⊠ 35 (126, 1496, 358, 1511)
directory-entry: — Alb., Küper, Sternstr. 23, ⊠ 6 (770, 1630, 967, 1645)
directory-entry: — Ernst, Arbtr., Sieldeich 49, ⊠ 28 (126, 900, 343, 915)
directory-entry: — Wwe. M., beim Gesundbrunnen 22 (448, 1571, 681, 1586)
directory-entry: — Carl, Schlossermstr., Kroohmannstr. 30 (1092, 542, 1354, 557)
directory-entry: — Heinr., Agenturen, ⇒ VIII, 835, Grindelallee 126, ⊠ 13 (1092, 1392, 1382, 1422)
directory-entry: — K., Maurer, Flachsland 48, ⊠ 22 (770, 1228, 986, 1243)
